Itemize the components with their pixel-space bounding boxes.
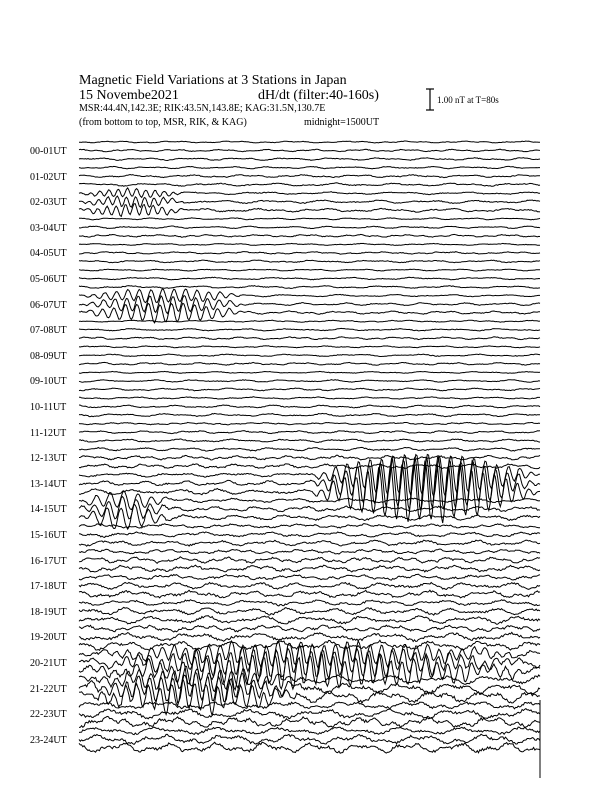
trace-rik-00-01ut xyxy=(79,149,540,152)
trace-rik-04-05ut xyxy=(79,252,540,255)
hour-label-05-06ut: 05-06UT xyxy=(30,274,67,285)
hour-label-20-21ut: 20-21UT xyxy=(30,658,67,669)
hour-label-07-08ut: 07-08UT xyxy=(30,325,67,337)
chart-title: Magnetic Field Variations at 3 Stations in Japan xyxy=(79,73,347,88)
trace-rik-16-17ut xyxy=(79,557,540,564)
trace-msr-19-20ut xyxy=(79,640,540,650)
hour-label-08-09ut: 08-09UT xyxy=(30,350,67,362)
trace-rik-10-11ut xyxy=(79,405,540,408)
hour-label-11-12ut: 11-12UT xyxy=(30,427,67,439)
trace-msr-15-16ut xyxy=(79,540,540,546)
station-order-note: (from bottom to top, MSR, RIK, & KAG) xyxy=(79,117,247,128)
trace-rik-12-13ut xyxy=(79,455,540,460)
trace-rik-17-18ut xyxy=(79,583,540,590)
hour-label-22-23ut: 22-23UT xyxy=(30,709,67,721)
chart-date: 15 Novembe2021 xyxy=(79,88,179,103)
station-coordinates: MSR:44.4N,142.3E; RIK:43.5N,143.8E; KAG:31.5N,130.7E xyxy=(79,103,326,114)
hour-label-23-24ut: 23-24UT xyxy=(30,734,67,746)
hour-label-17-18ut: 17-18UT xyxy=(30,581,67,593)
trace-kag-04-05ut xyxy=(79,243,540,245)
trace-rik-22-23ut xyxy=(79,709,540,719)
trace-rik-05-06ut xyxy=(79,277,540,280)
trace-kag-11-12ut xyxy=(79,422,540,425)
hour-label-10-11ut: 10-11UT xyxy=(30,402,67,413)
trace-msr-11-12ut xyxy=(79,439,540,443)
trace-kag-19-20ut xyxy=(79,625,540,632)
trace-rik-07-08ut xyxy=(79,328,540,331)
trace-msr-04-05ut xyxy=(79,260,540,263)
hour-label-13-14ut: 13-14UT xyxy=(30,478,67,490)
trace-msr-13-14ut xyxy=(79,462,540,523)
hour-label-21-22ut: 21-22UT xyxy=(30,683,67,695)
scale-label: 1.00 nT at T=80s xyxy=(437,95,499,105)
hour-label-18-19ut: 18-19UT xyxy=(30,606,67,618)
trace-kag-17-18ut xyxy=(79,574,540,580)
trace-rik-11-12ut xyxy=(79,431,540,434)
trace-msr-03-04ut xyxy=(79,234,540,237)
hour-label-02-03ut: 02-03UT xyxy=(30,197,67,209)
hour-label-06-07ut: 06-07UT xyxy=(30,299,67,311)
hour-label-09-10ut: 09-10UT xyxy=(30,376,67,388)
trace-kag-03-04ut xyxy=(79,218,540,220)
chart-filter: dH/dt (filter:40-160s) xyxy=(258,88,379,103)
hour-label-19-20ut: 19-20UT xyxy=(30,632,67,644)
trace-msr-17-18ut xyxy=(79,590,540,598)
trace-kag-02-03ut xyxy=(79,188,540,198)
midnight-note: midnight=1500UT xyxy=(304,117,380,128)
trace-kag-05-06ut xyxy=(79,269,540,271)
trace-rik-20-21ut xyxy=(79,645,540,678)
trace-kag-09-10ut xyxy=(79,371,540,373)
trace-msr-08-09ut xyxy=(79,362,540,365)
trace-msr-23-24ut xyxy=(79,742,540,753)
trace-kag-22-23ut xyxy=(79,702,540,709)
trace-msr-00-01ut xyxy=(79,158,540,161)
hour-label-16-17ut: 16-17UT xyxy=(30,555,67,567)
hour-label-00-01ut: 00-01UT xyxy=(30,146,67,157)
trace-kag-12-13ut xyxy=(79,447,540,451)
trace-msr-01-02ut xyxy=(79,183,540,187)
trace-msr-22-23ut xyxy=(79,716,540,727)
trace-kag-08-09ut xyxy=(79,346,540,348)
trace-msr-05-06ut xyxy=(79,286,540,289)
hour-label-04-05ut: 04-05UT xyxy=(30,248,67,260)
trace-rik-15-16ut xyxy=(79,532,540,538)
trace-kag-23-24ut xyxy=(79,727,540,735)
trace-rik-01-02ut xyxy=(79,175,540,178)
trace-msr-16-17ut xyxy=(79,565,540,572)
trace-rik-19-20ut xyxy=(79,632,540,641)
trace-msr-21-22ut xyxy=(79,679,540,716)
trace-rik-03-04ut xyxy=(79,226,540,229)
hour-label-03-04ut: 03-04UT xyxy=(30,222,67,234)
trace-msr-18-19ut xyxy=(79,616,540,625)
trace-kag-01-02ut xyxy=(79,166,540,168)
trace-kag-10-11ut xyxy=(79,397,540,399)
trace-kag-07-08ut xyxy=(79,320,540,322)
trace-msr-10-11ut xyxy=(79,413,540,416)
trace-kag-16-17ut xyxy=(79,549,540,554)
hour-label-12-13ut: 12-13UT xyxy=(30,453,67,465)
trace-kag-18-19ut xyxy=(79,600,540,606)
trace-rik-18-19ut xyxy=(79,607,540,615)
trace-rik-08-09ut xyxy=(79,354,540,357)
trace-rik-21-22ut xyxy=(79,673,540,703)
trace-kag-15-16ut xyxy=(79,524,540,528)
hour-label-15-16ut: 15-16UT xyxy=(30,530,67,541)
trace-rik-09-10ut xyxy=(79,380,540,383)
scale-bar xyxy=(426,89,434,110)
trace-msr-07-08ut xyxy=(79,337,540,340)
hour-label-14-15ut: 14-15UT xyxy=(30,504,67,516)
trace-rik-02-03ut xyxy=(79,196,540,207)
trace-kag-00-01ut xyxy=(79,141,540,143)
hour-label-01-02ut: 01-02UT xyxy=(30,171,67,183)
trace-msr-09-10ut xyxy=(79,388,540,391)
